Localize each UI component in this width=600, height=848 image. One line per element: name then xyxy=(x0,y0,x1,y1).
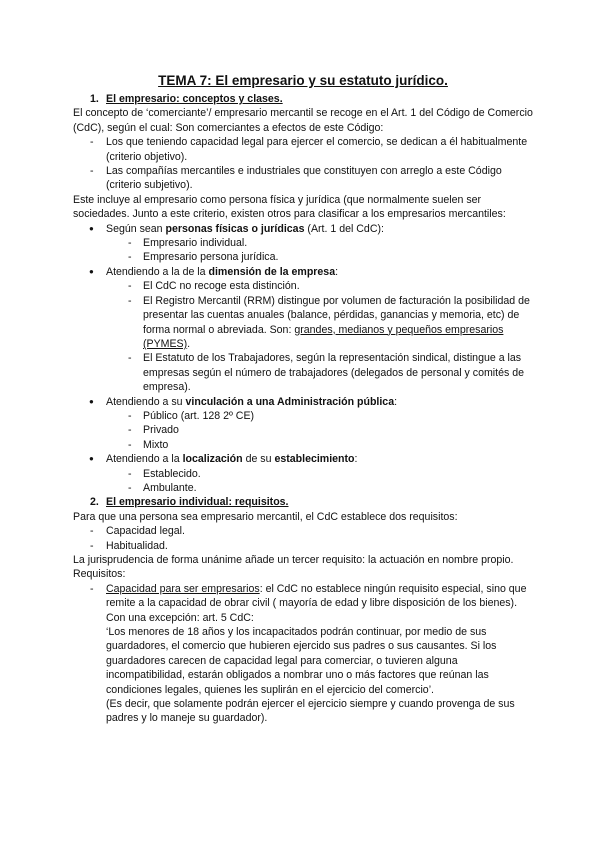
bullet-admin-pre: Atendiendo a su xyxy=(106,395,186,408)
section-1-number: 1. xyxy=(90,93,99,105)
sub-item: - Empresario persona jurídica. xyxy=(73,250,533,264)
bullet-personas-post: (Art. 1 del CdC): xyxy=(304,222,384,235)
bullet-localizacion xyxy=(73,452,533,466)
sub-item: - Ambulante. xyxy=(73,481,533,495)
sub-item: - El Estatuto de los Trabajadores, según la representación sindical, distingue a las empresas según el número de trabajadores (delegados de personal y comités de empresa). xyxy=(73,351,533,394)
bullet-dimension xyxy=(73,265,533,279)
rrm-underlined: grandes, medianos y pequeños empresarios (PYMES) xyxy=(143,323,504,350)
sub-item: - Privado xyxy=(73,423,533,437)
requirement-item: - Capacidad legal. xyxy=(73,524,533,538)
section-1-title: El empresario: conceptos y clases. xyxy=(106,93,283,105)
bullet-personas xyxy=(73,222,533,236)
rrm-end: . xyxy=(187,337,191,350)
sub-item: - Mixto xyxy=(73,438,533,452)
requirement-item: - Habitualidad. xyxy=(73,539,533,553)
section-1-intro: El concepto de ‘comerciante’/ empresario mercantil se recoge en el Art. 1 del Código de Comercio (CdC), según el cual: Son comerciantes a efectos de este Código: xyxy=(73,107,533,134)
rrm-text: El Registro Mercantil (RRM) distingue por volumen de facturación la posibilidad de presentar las cuentas anuales (balance, pérdidas, ganancias y memoria, etc) de forma normal o abreviada. Son: xyxy=(143,294,530,336)
bullet-personas-bold: personas físicas o jurídicas xyxy=(165,222,305,235)
bullet-loc-mid: de su xyxy=(242,453,275,466)
section-1-heading xyxy=(73,92,533,106)
bullet-dimension-post: : xyxy=(335,265,339,278)
capacidad-underlined: Capacidad para ser empresarios xyxy=(106,582,260,595)
bullet-dimension-pre: Atendiendo a la de la xyxy=(106,265,209,278)
section-2-heading xyxy=(73,495,533,509)
bullet-admin-bold: vinculación a una Administración pública xyxy=(185,395,395,408)
bullet-loc-bold1: localización xyxy=(182,453,243,466)
document-page xyxy=(73,72,533,726)
criterion-subjective: - Las compañías mercantiles e industriales que constituyen con arreglo a este Código (criterio subjetivo). xyxy=(73,164,533,193)
section-2-number: 2. xyxy=(90,496,99,509)
bullet-loc-post: : xyxy=(354,453,358,466)
sub-item: - Público (art. 128 2º CE) xyxy=(73,409,533,423)
document-title: TEMA 7: El empresario y su estatuto jurídico. xyxy=(158,73,448,88)
sub-item-rrm xyxy=(73,294,533,352)
section-1-para2: Este incluye al empresario como persona física y jurídica (que normalmente suelen ser sociedades. Junto a este criterio, existen otros para clasificar a los empresarios mercantiles: xyxy=(73,193,506,221)
bullet-loc-pre: Atendiendo a la xyxy=(106,453,183,466)
sub-item: - El CdC no recoge esta distinción. xyxy=(73,279,533,293)
bullet-personas-pre: Según sean xyxy=(106,222,166,235)
section-2-intro: Para que una persona sea empresario mercantil, el CdC establece dos requisitos: xyxy=(73,510,458,523)
art5-quote: ‘Los menores de 18 años y los incapacitados podrán continuar, por medio de sus guardadores, el comercio que hubieren ejercido sus padres o sus causantes. Si los guardadores carecen de capacidad legal para comerciar, o tuvieren alguna incompatibilidad, estarán obligados a nombrar uno o más factores que reúnan las condiciones legales, quienes les suplirán en el ejercicio del comercio’. xyxy=(106,626,497,696)
sub-item: - Empresario individual. xyxy=(73,236,533,250)
capacidad-text: : el CdC no establece ningún requisito especial, sino que remite a la capacidad de obrar civil ( mayoría de edad y libre disposición de los bienes). Con una excepción: art. 5 CdC: xyxy=(106,582,527,624)
criterion-objective: - Los que teniendo capacidad legal para ejercer el comercio, se dedican a él habitualmente (criterio objetivo). xyxy=(73,135,533,164)
bullet-dimension-bold: dimensión de la empresa xyxy=(208,265,336,278)
section-2-title: El empresario individual: requisitos. xyxy=(106,496,289,509)
requisitos-label: Requisitos: xyxy=(73,568,126,581)
bullet-admin-post: : xyxy=(394,395,398,408)
sub-item: - Establecido. xyxy=(73,467,533,481)
section-2-para2: La jurisprudencia de forma unánime añade un tercer requisito: la actuación en nombre propio. xyxy=(73,554,514,566)
bullet-loc-bold2: establecimiento xyxy=(274,453,355,466)
requirement-capacidad xyxy=(73,582,533,625)
bullet-administracion xyxy=(73,395,533,409)
art5-note: (Es decir, que solamente podrán ejercer el ejercicio siempre y cuando provenga de sus padres y lo maneje su guardador). xyxy=(106,698,515,725)
